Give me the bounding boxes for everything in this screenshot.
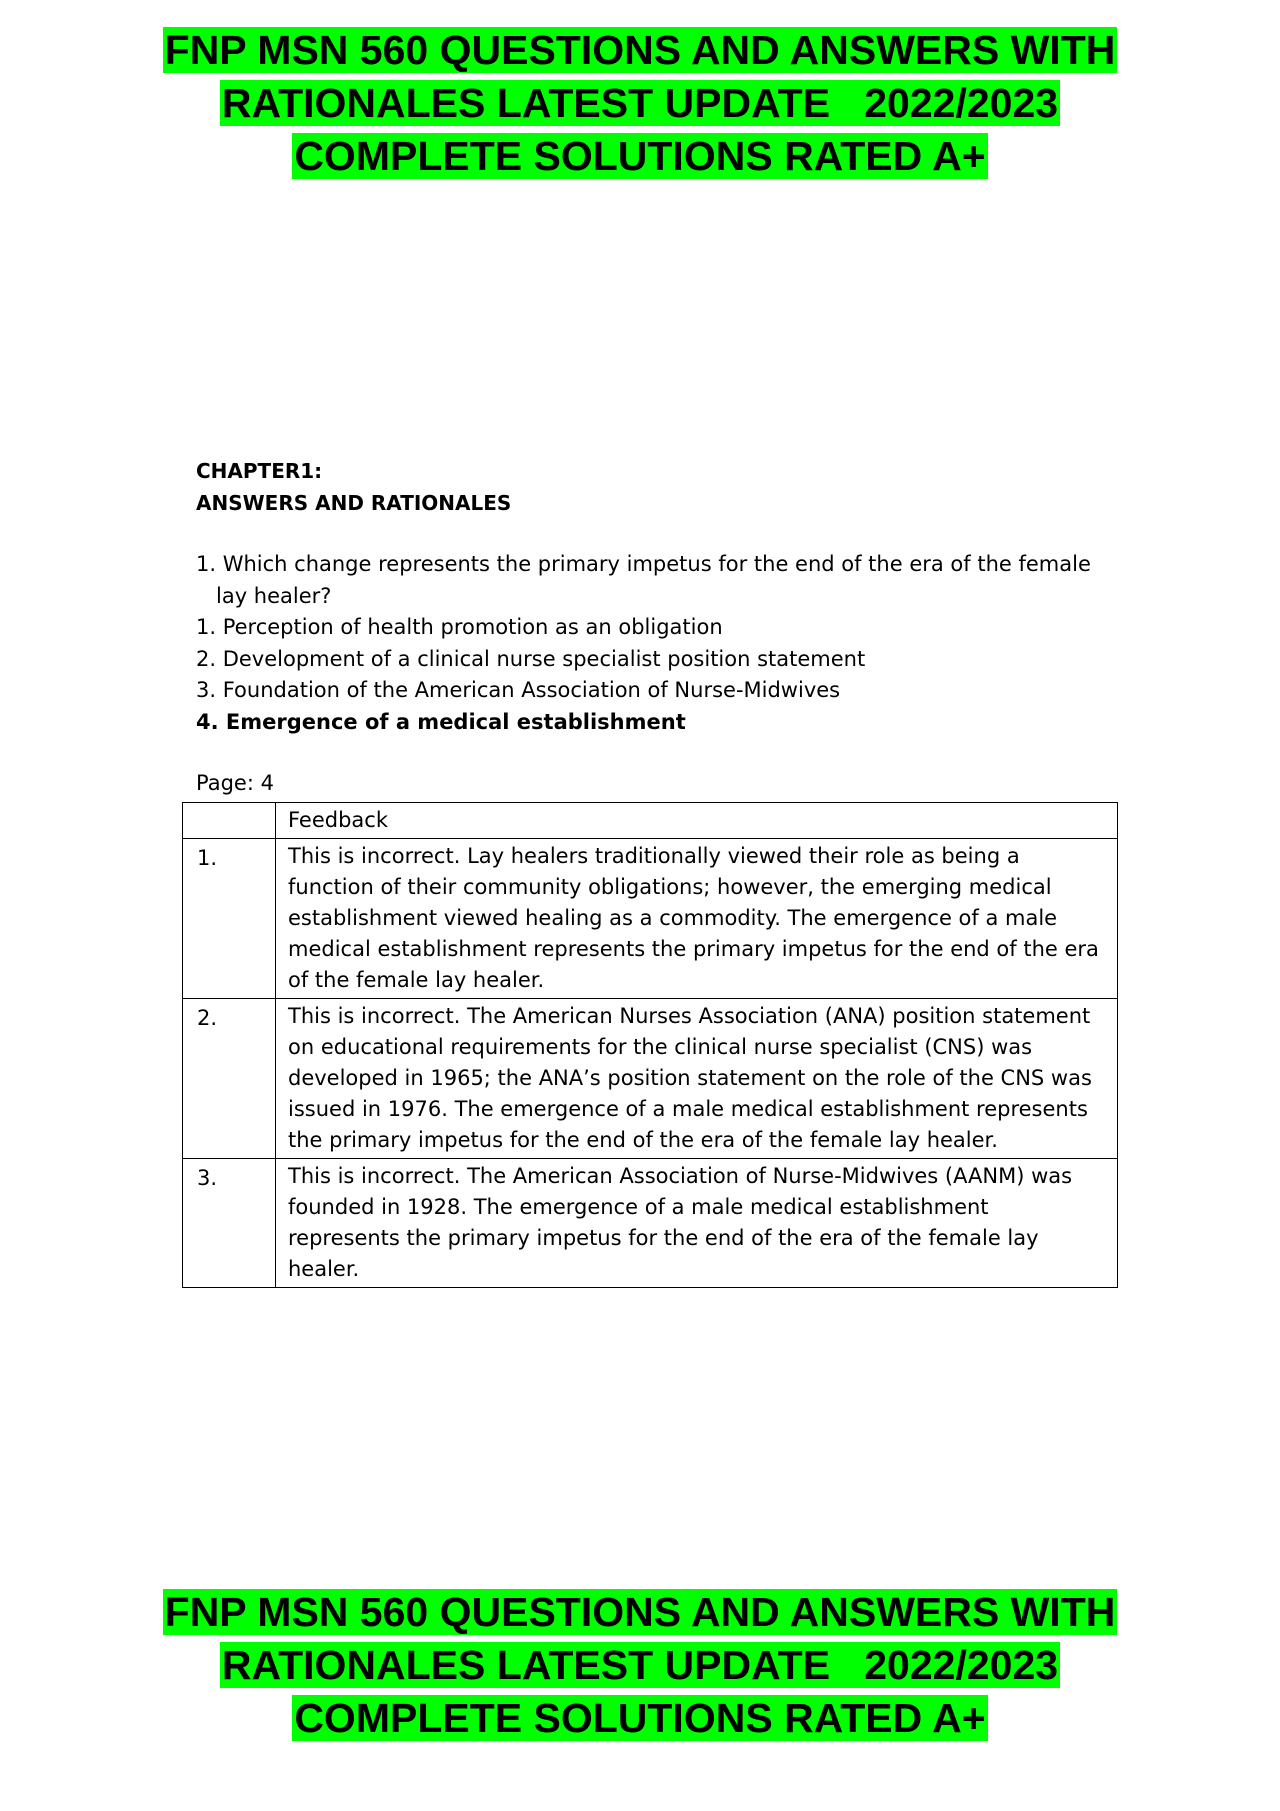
answer-option-2: 2. Development of a clinical nurse specialist position statement bbox=[196, 646, 866, 671]
row-number: 2. bbox=[183, 999, 276, 1159]
banner-line-1: FNP MSN 560 QUESTIONS AND ANSWERS WITH bbox=[164, 27, 1116, 73]
top-title-banner bbox=[0, 24, 1280, 183]
table-row bbox=[183, 839, 1118, 999]
answer-option-4-correct: 4. Emergence of a medical establishment bbox=[196, 709, 686, 734]
row-feedback: This is incorrect. The American Association of Nurse-Midwives (AANM) was founded in 1928. The emergence of a male medical establishment represents the primary impetus for the end of the era of the female lay healer. bbox=[276, 1159, 1118, 1288]
banner-line-2: RATIONALES LATEST UPDATE 2022/2023 bbox=[221, 1642, 1059, 1688]
row-number: 1. bbox=[183, 839, 276, 999]
question-text: 1. Which change represents the primary impetus for the end of the era of the female lay healer? bbox=[196, 552, 1091, 608]
banner-line-2: RATIONALES LATEST UPDATE 2022/2023 bbox=[221, 80, 1059, 126]
bottom-title-banner bbox=[0, 1586, 1280, 1745]
answer-option-1: 1. Perception of health promotion as an obligation bbox=[196, 615, 723, 639]
header-number-cell bbox=[183, 803, 276, 839]
page-reference: Page: 4 bbox=[196, 771, 274, 795]
table-header-row bbox=[183, 803, 1118, 839]
document-content bbox=[196, 455, 1126, 800]
row-feedback: This is incorrect. Lay healers traditionally viewed their role as being a function of their community obligations; however, the emerging medical establishment viewed healing as a commodity. The emergence of a male medical establishment represents the primary impetus for the end of the era of the female lay healer. bbox=[276, 839, 1118, 999]
answer-option-3: 3. Foundation of the American Association of Nurse-Midwives bbox=[196, 678, 841, 702]
banner-line-3: COMPLETE SOLUTIONS RATED A+ bbox=[294, 1695, 986, 1741]
table-row bbox=[183, 1159, 1118, 1288]
chapter-subtitle: ANSWERS AND RATIONALES bbox=[196, 491, 512, 515]
row-feedback: This is incorrect. The American Nurses Association (ANA) position statement on educational requirements for the clinical nurse specialist (CNS) was developed in 1965; the ANA’s position statement on the role of the CNS was issued in 1976. The emergence of a male medical establishment represents the primary impetus for the end of the era of the female lay healer. bbox=[276, 999, 1118, 1159]
header-feedback-cell: Feedback bbox=[276, 803, 1118, 839]
banner-line-1: FNP MSN 560 QUESTIONS AND ANSWERS WITH bbox=[164, 1589, 1116, 1635]
table-row bbox=[183, 999, 1118, 1159]
chapter-title: CHAPTER1: bbox=[196, 459, 323, 483]
feedback-table bbox=[182, 802, 1118, 1288]
banner-line-3: COMPLETE SOLUTIONS RATED A+ bbox=[294, 133, 986, 179]
row-number: 3. bbox=[183, 1159, 276, 1288]
